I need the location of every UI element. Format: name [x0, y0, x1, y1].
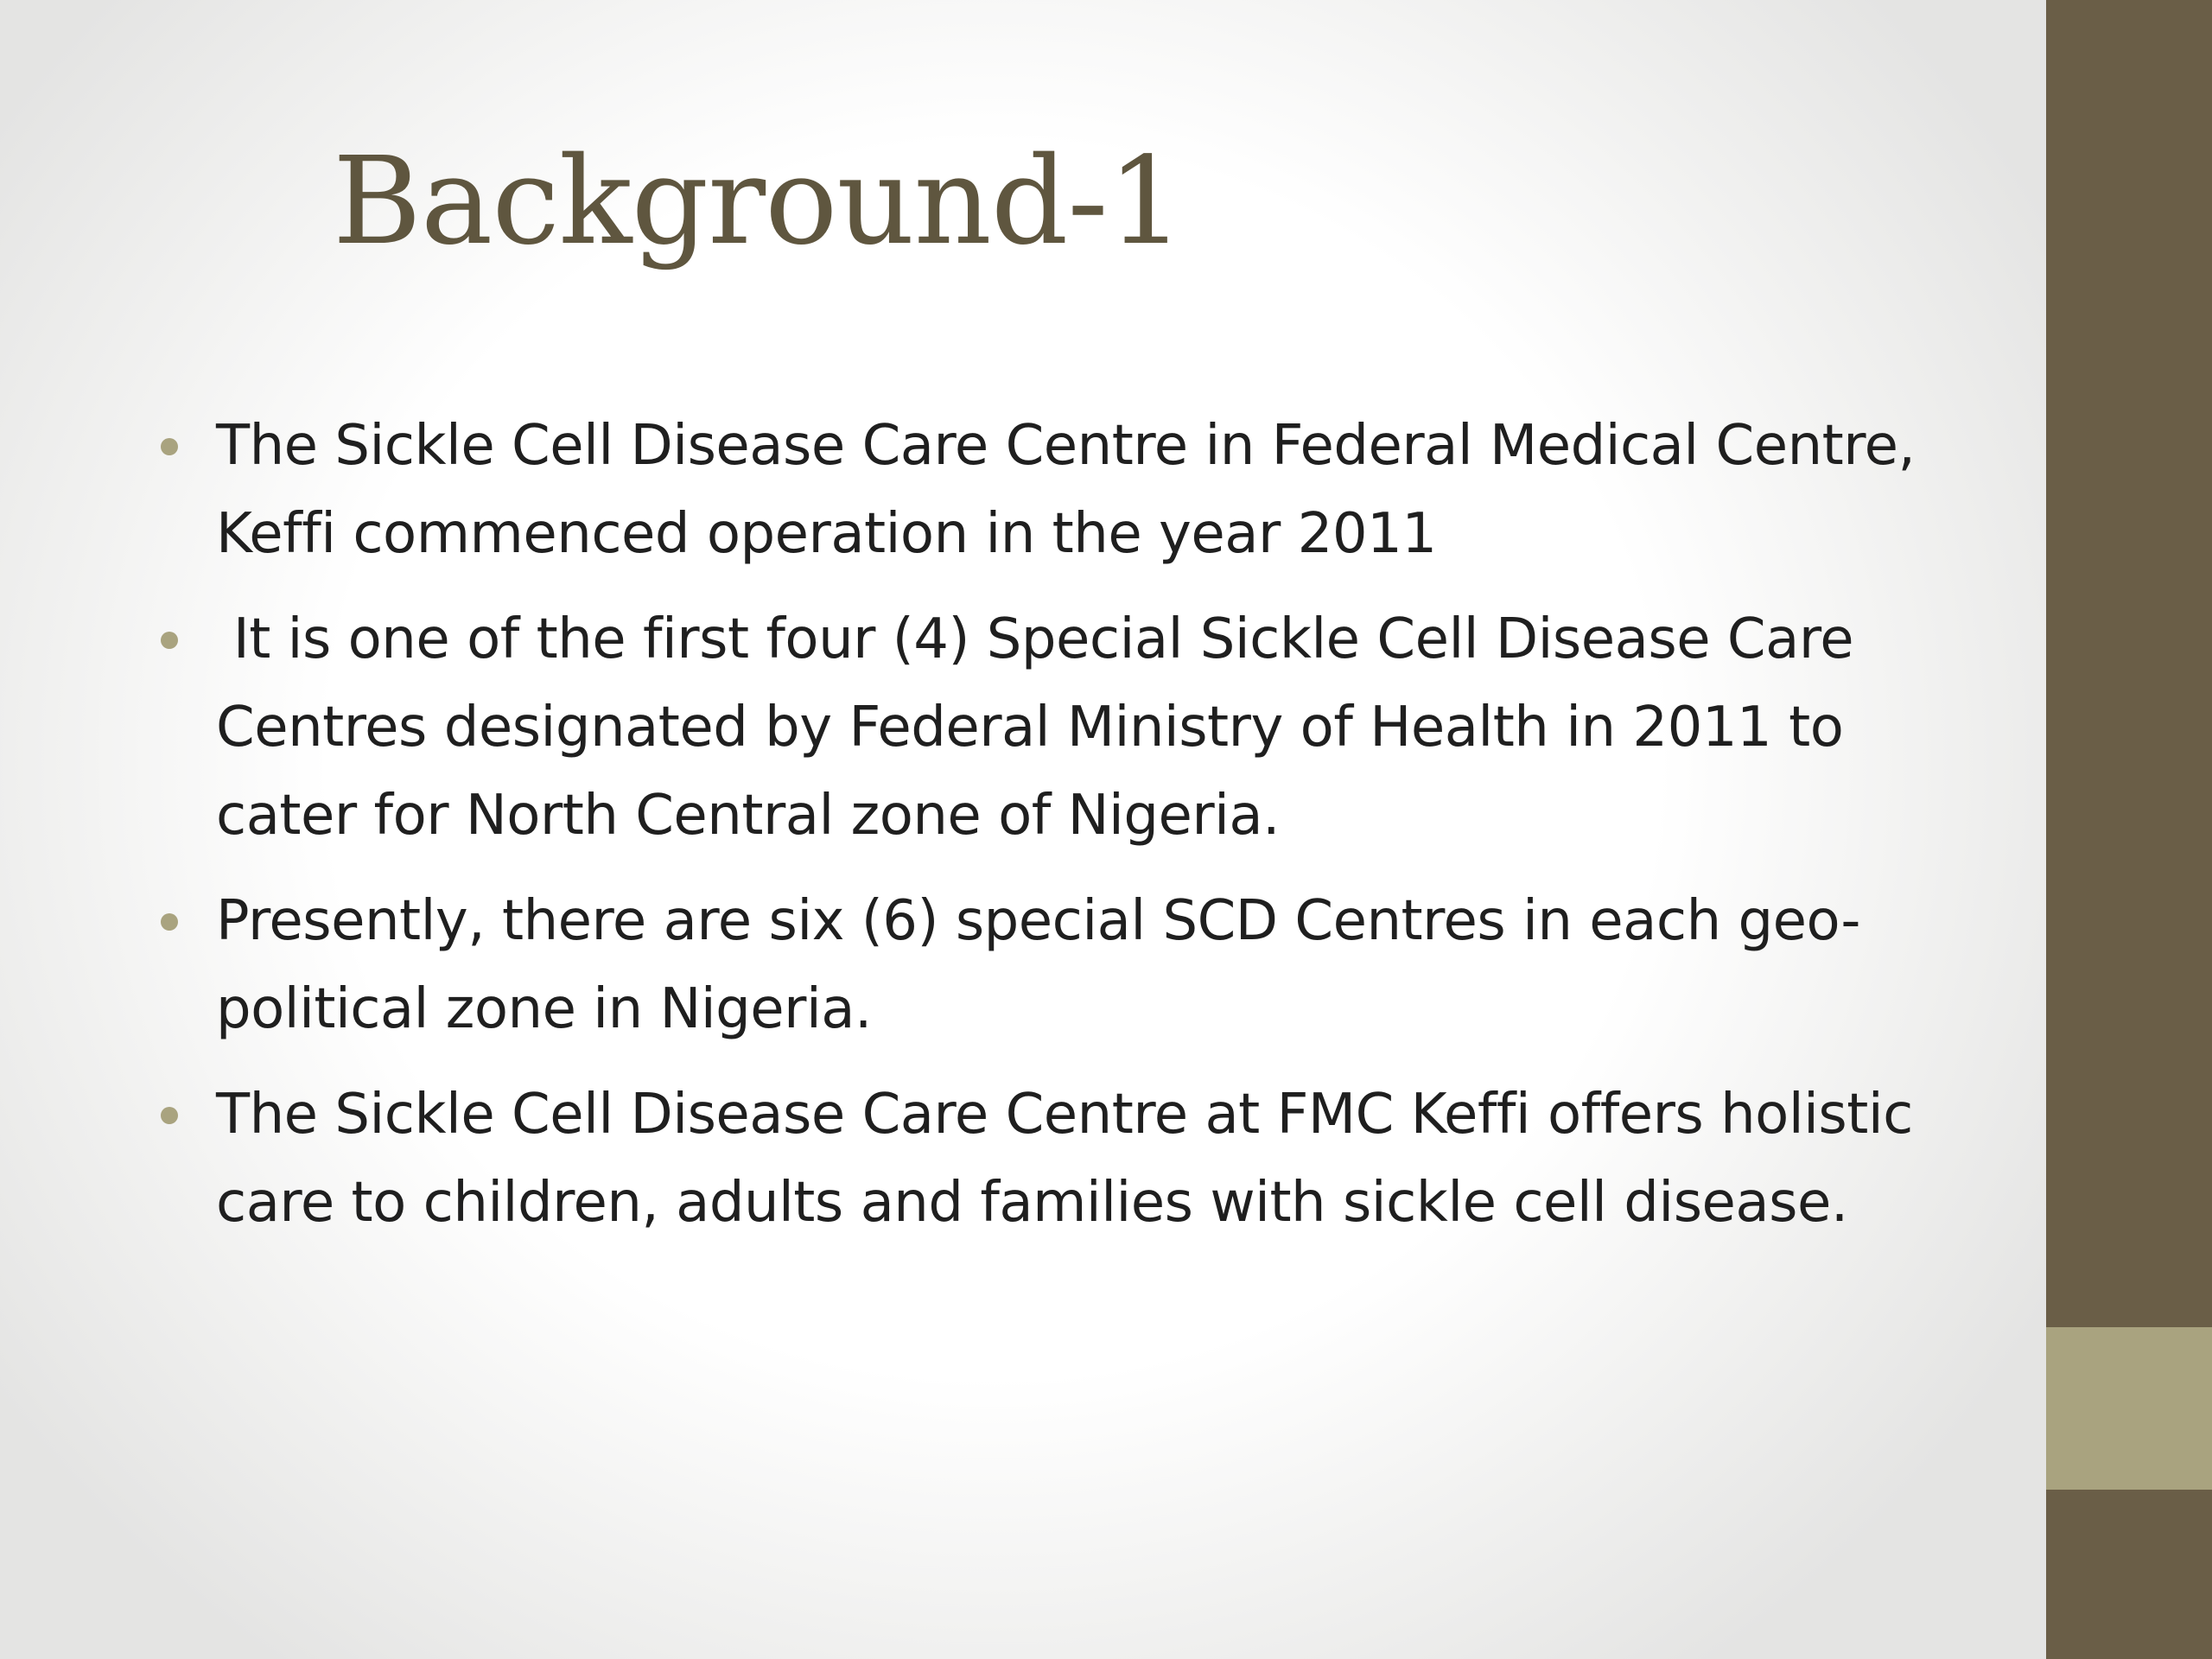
bullet-item: [156, 877, 1918, 1053]
bullet-list: [156, 402, 1918, 1264]
bullet-dot-icon: [161, 913, 178, 931]
side-decor-accent: [2046, 1327, 2212, 1490]
bullet-text: The Sickle Cell Disease Care Centre at FMC Keffi offers holistic care to children, adults and families with sickle cell disease.: [216, 1083, 1913, 1235]
bullet-dot-icon: [161, 438, 178, 455]
bullet-text: The Sickle Cell Disease Care Centre in Federal Medical Centre, Keffi commenced operation in the year 2011: [216, 414, 1916, 566]
slide-title: Background-1: [333, 131, 1184, 272]
bullet-item: [156, 402, 1918, 578]
bullet-dot-icon: [161, 1107, 178, 1124]
bullet-text: It is one of the first four (4) Special Sickle Cell Disease Care Centres designated by Federal Ministry of Health in 2011 to cater for North Central zone of Nigeria.: [216, 607, 1871, 848]
bullet-dot-icon: [161, 632, 178, 649]
bullet-item: [156, 595, 1918, 860]
bullet-text: Presently, there are six (6) special SCD Centres in each geo-political zone in Nigeria.: [216, 889, 1860, 1041]
bullet-item: [156, 1071, 1918, 1247]
